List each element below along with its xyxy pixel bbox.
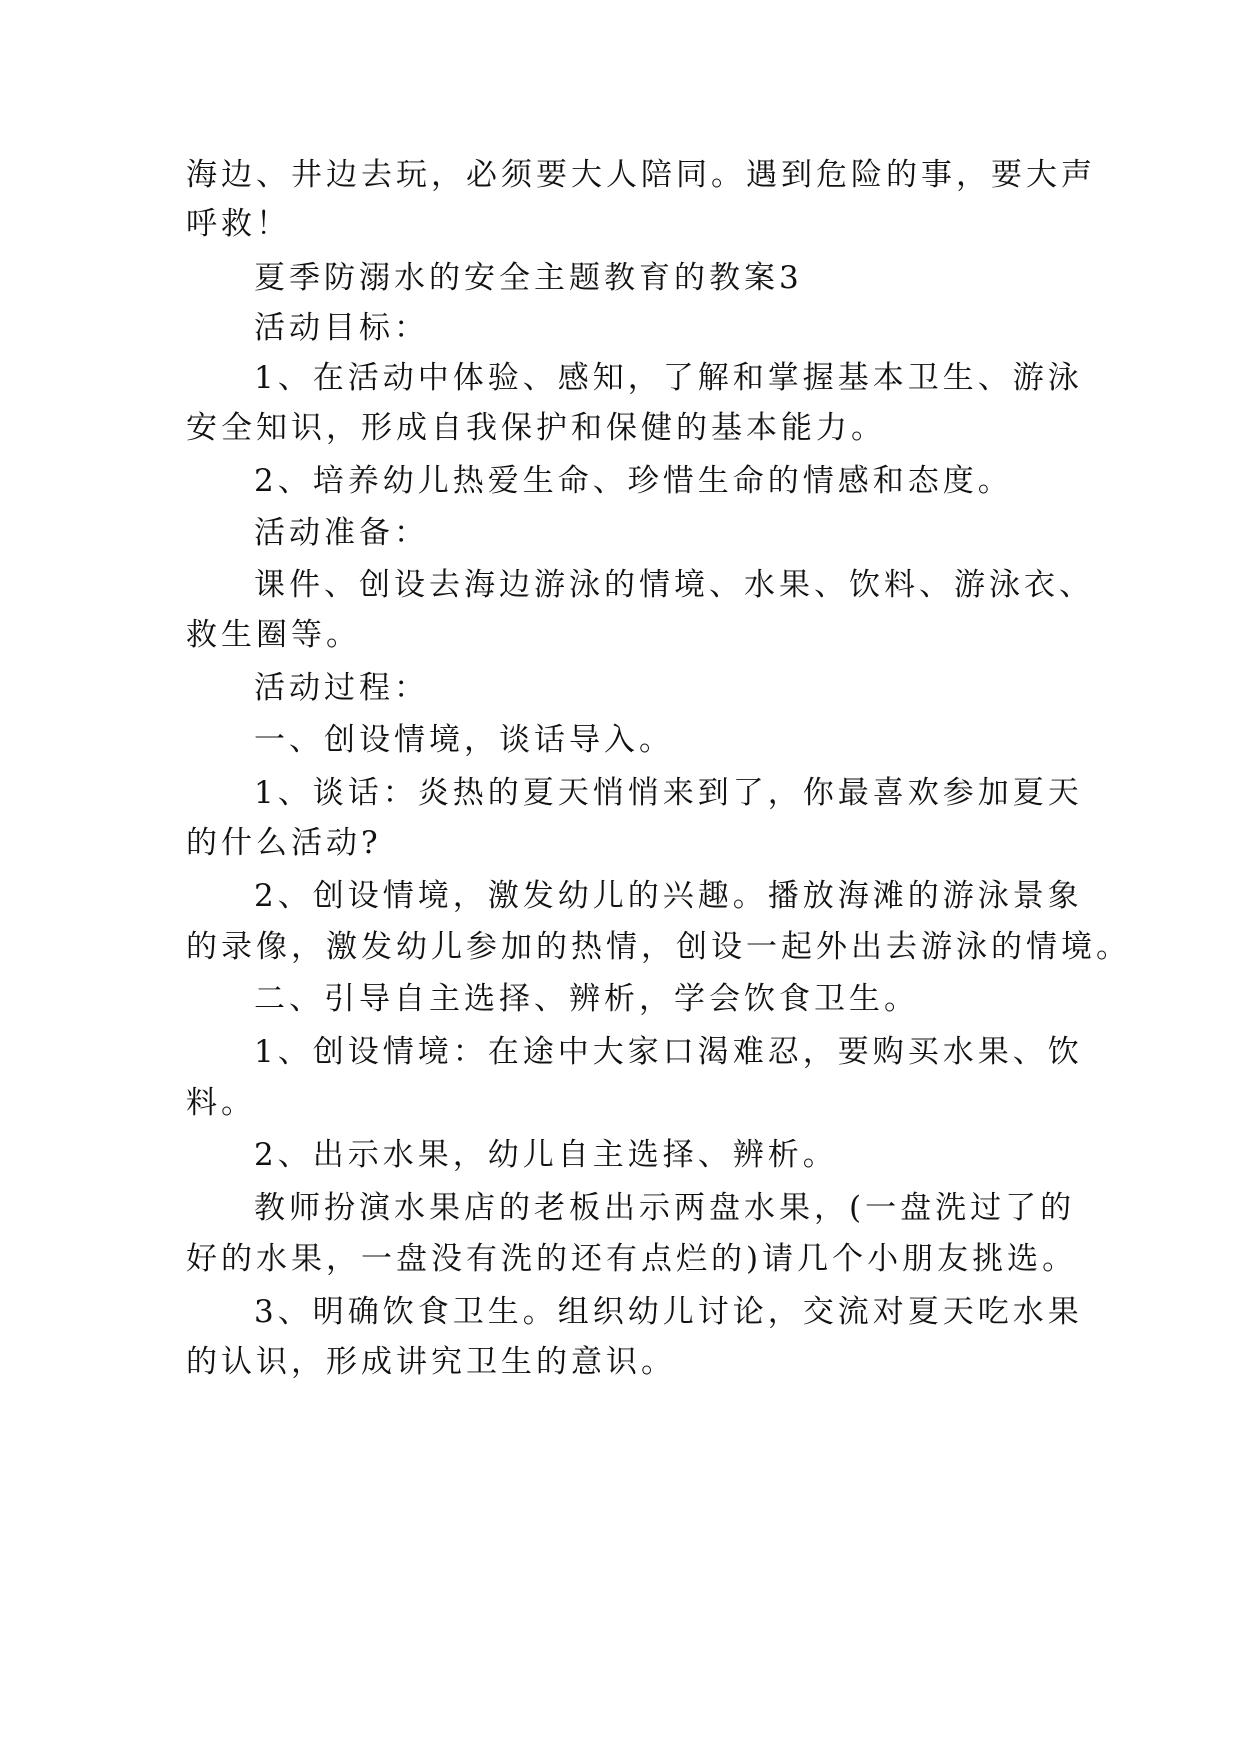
text-line: 救生圈等。 <box>186 617 361 653</box>
text-line: 料。 <box>186 1085 256 1121</box>
text-line: 呼救！ <box>186 206 291 242</box>
text-line: 课件、创设去海边游泳的情境、水果、饮料、游泳衣、 <box>254 567 1094 603</box>
text-line: 1、在活动中体验、感知，了解和掌握基本卫生、游泳 <box>254 360 1083 396</box>
text-line: 2、出示水果，幼儿自主选择、辨析。 <box>254 1137 838 1173</box>
text-line: 2、培养幼儿热爱生命、珍惜生命的情感和态度。 <box>254 463 1013 499</box>
text-line: 二、引导自主选择、辨析，学会饮食卫生。 <box>254 981 919 1017</box>
text-line: 的认识，形成讲究卫生的意识。 <box>186 1344 676 1380</box>
text-line: 2、创设情境，激发幼儿的兴趣。播放海滩的游泳景象 <box>254 878 1083 914</box>
text-line: 海边、井边去玩，必须要大人陪同。遇到危险的事，要大声 <box>186 157 1096 193</box>
section-title: 夏季防溺水的安全主题教育的教案3 <box>254 260 803 296</box>
text-line: 的什么活动? <box>186 825 382 861</box>
text-line: 1、创设情境：在途中大家口渴难忍，要购买水果、饮 <box>254 1034 1083 1070</box>
subheading-objectives: 活动目标： <box>254 310 429 346</box>
text-line: 安全知识，形成自我保护和保健的基本能力。 <box>186 410 886 446</box>
text-line: 3、明确饮食卫生。组织幼儿讨论，交流对夏天吃水果 <box>254 1294 1083 1330</box>
text-line: 一、创设情境，谈话导入。 <box>254 722 674 758</box>
subheading-preparation: 活动准备： <box>254 515 429 551</box>
text-line: 教师扮演水果店的老板出示两盘水果，(一盘洗过了的 <box>254 1190 1076 1226</box>
text-line: 好的水果，一盘没有洗的还有点烂的)请几个小朋友挑选。 <box>186 1241 1078 1277</box>
subheading-process: 活动过程： <box>254 670 429 706</box>
text-line: 的录像，激发幼儿参加的热情，创设一起外出去游泳的情境。 <box>186 929 1131 965</box>
text-line: 1、谈话：炎热的夏天悄悄来到了，你最喜欢参加夏天 <box>254 775 1083 811</box>
